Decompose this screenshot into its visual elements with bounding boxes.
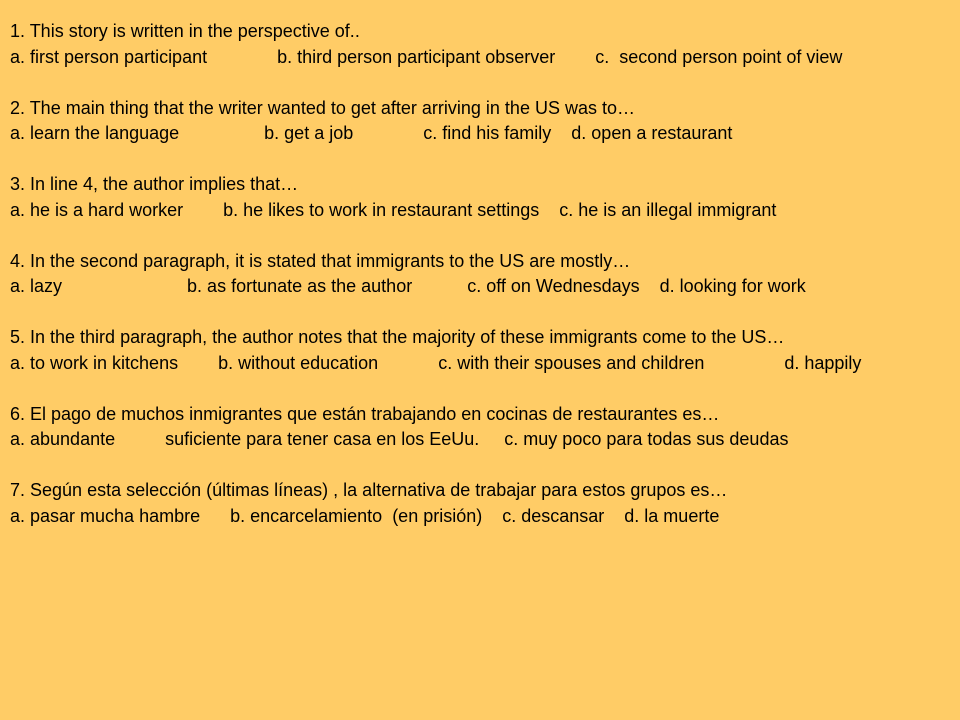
question-options: a. first person participant b. third person participant observer c. second person point of view <box>10 46 843 67</box>
question-options: a. pasar mucha hambre b. encarcelamiento (en prisión) c. descansar d. la muerte <box>10 505 720 526</box>
question-options: a. abundante suficiente para tener casa en los EeUu. c. muy poco para todas sus deudas <box>10 429 789 449</box>
question-text: 1. This story is written in the perspective of.. <box>10 21 360 41</box>
question-7 <box>10 478 950 529</box>
question-text: 5. In the third paragraph, the author notes that the majority of these immigrants come to the US… <box>10 327 785 347</box>
question-options: a. he is a hard worker b. he likes to work in restaurant settings c. he is an illegal immigrant <box>10 199 777 220</box>
question-options: a. lazy b. as fortunate as the author c. off on Wednesdays d. looking for work <box>10 276 806 296</box>
question-2 <box>10 96 950 147</box>
question-6 <box>10 402 950 453</box>
question-options: a. learn the language b. get a job c. find his family d. open a restaurant <box>10 123 733 143</box>
question-5 <box>10 325 950 376</box>
question-text: 7. Según esta selección (últimas líneas) , la alternativa de trabajar para estos grupos es… <box>10 480 728 500</box>
question-text: 4. In the second paragraph, it is stated that immigrants to the US are mostly… <box>10 250 631 271</box>
question-text: 6. El pago de muchos inmigrantes que están trabajando en cocinas de restaurantes es… <box>10 403 720 424</box>
question-3 <box>10 172 950 223</box>
question-text: 3. In line 4, the author implies that… <box>10 174 299 194</box>
question-options: a. to work in kitchens b. without education c. with their spouses and children d. happily <box>10 352 862 373</box>
question-text: 2. The main thing that the writer wanted to get after arriving in the US was to… <box>10 97 635 118</box>
question-1 <box>10 19 950 70</box>
question-4 <box>10 249 950 300</box>
